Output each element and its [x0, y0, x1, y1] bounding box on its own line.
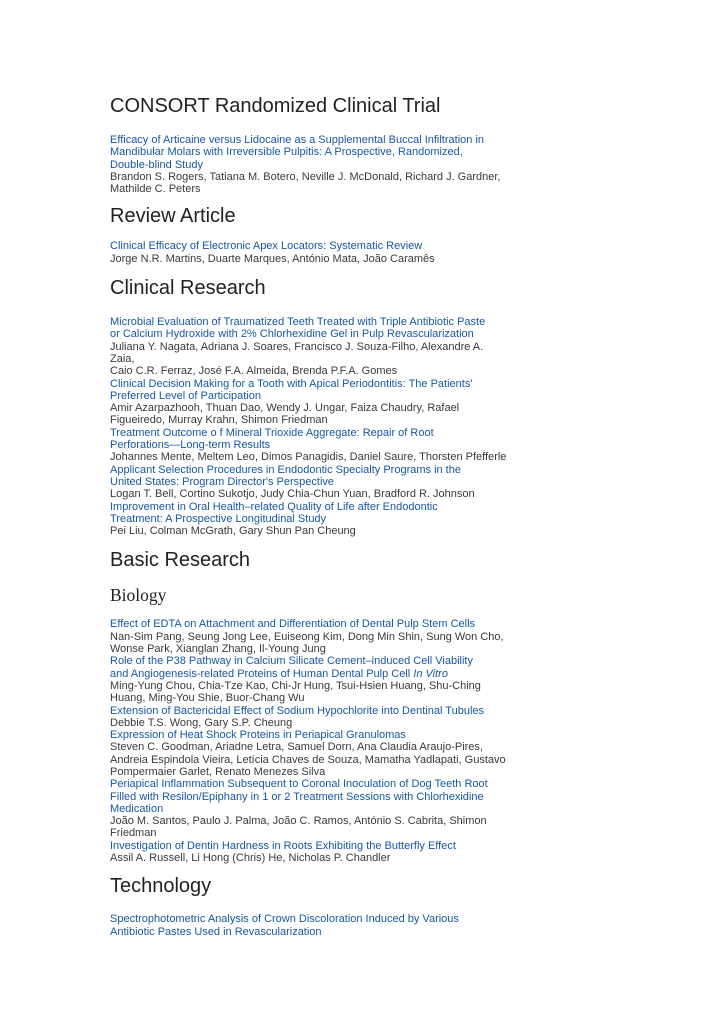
article-title-text: Treatment Outcome o f Mineral Trioxide Aggregate: Repair of Root [110, 426, 434, 439]
article-title-text: Medication [110, 802, 164, 815]
article-title-line [110, 464, 510, 476]
article-title-line [110, 328, 510, 340]
section-heading: Technology [110, 875, 212, 898]
article-authors: Brandon S. Rogers, Tatiana M. Botero, Neville J. McDonald, Richard J. Gardner, [110, 170, 501, 183]
article-title-text: Microbial Evaluation of Traumatized Teeth Treated with Triple Antibiotic Paste [110, 316, 486, 329]
article-entry [110, 778, 510, 839]
article-title-line [110, 378, 510, 390]
article-title-text: Expression of Heat Shock Proteins in Periapical Granulomas [110, 729, 406, 742]
article-entry [110, 464, 510, 501]
article-title-link[interactable] [110, 913, 510, 938]
article-title-link[interactable] [110, 316, 510, 341]
article-entry [110, 427, 510, 464]
article-authors: Pei Liu, Colman McGrath, Gary Shun Pan Cheung [110, 525, 356, 538]
subsection-biology [110, 584, 510, 864]
article-title-link[interactable] [110, 655, 510, 680]
article-title-line [110, 668, 510, 680]
article-authors: Huang, Ming-You Shie, Buor-Chang Wu [110, 692, 305, 705]
article-title-text: Clinical Decision Making for a Tooth with Apical Periodontitis: The Patients' [110, 377, 473, 390]
article-authors: Amir Azarpazhooh, Thuan Dao, Wendy J. Ungar, Faiza Chaudry, Rafael [110, 402, 460, 415]
article-title-link[interactable] [110, 240, 510, 252]
article-authors: Pompermaier Garlet, Renato Menezes Silva [110, 765, 326, 778]
article-title-text: Preferred Level of Participation [110, 389, 262, 402]
article-title-text: Investigation of Dentin Hardness in Roots Exhibiting the Butterfly Effect [110, 839, 456, 852]
article-title-text: Improvement in Oral Health–related Quality of Life after Endodontic [110, 500, 438, 513]
article-authors: Caio C.R. Ferraz, José F.A. Almeida, Brenda P.F.A. Gomes [110, 365, 398, 378]
section-clinical-research [110, 275, 510, 537]
section-heading: Review Article [110, 205, 236, 228]
article-title-line [110, 840, 510, 852]
article-title-line [110, 501, 510, 513]
article-title-text: Efficacy of Articaine versus Lidocaine as a Supplemental Buccal Infiltration in [110, 134, 484, 146]
article-entry [110, 655, 510, 704]
article-entry [110, 240, 510, 265]
article-title-text: or Calcium Hydroxide with 2% Chlorhexidine Gel in Pulp Revascularization [110, 328, 474, 341]
article-title-line [110, 655, 510, 667]
article-title-text: Antibiotic Pastes Used in Revascularization [110, 925, 322, 938]
article-title-line [110, 729, 510, 741]
article-title-link[interactable] [110, 378, 510, 403]
article-authors: Andreia Espindola Vieira, Letícia Chaves de Souza, Mamatha Yadlapati, Gustavo [110, 753, 506, 766]
article-title-text: Spectrophotometric Analysis of Crown Discoloration Induced by Various [110, 913, 459, 926]
article-authors: Nan-Sim Pang, Seung Jong Lee, Euiseong Kim, Dong Min Shin, Sung Won Cho, [110, 630, 504, 643]
article-entry [110, 618, 510, 655]
article-authors: Johannes Mente, Meltem Leo, Dimos Panagidis, Daniel Saure, Thorsten Pfefferle [110, 451, 507, 464]
article-title-line [110, 778, 510, 790]
article-title-line [110, 146, 510, 158]
article-title-italic: In Vitro [413, 667, 448, 680]
article-title-line [110, 791, 510, 803]
article-title-line [110, 618, 510, 630]
article-authors: Mathilde C. Peters [110, 183, 201, 196]
table-of-contents [110, 90, 510, 938]
article-title-line [110, 705, 510, 717]
article-title-link[interactable] [110, 501, 510, 526]
article-title-text: Periapical Inflammation Subsequent to Coronal Inoculation of Dog Teeth Root [110, 778, 488, 791]
section-heading: Clinical Research [110, 277, 266, 300]
article-title-link[interactable] [110, 840, 510, 852]
article-title-link[interactable] [110, 134, 510, 171]
article-authors: Debbie T.S. Wong, Gary S.P. Cheung [110, 716, 293, 729]
article-entry [110, 134, 510, 195]
article-title-text: Effect of EDTA on Attachment and Differentiation of Dental Pulp Stem Cells [110, 618, 476, 631]
article-title-line [110, 390, 510, 402]
article-title-link[interactable] [110, 729, 510, 741]
article-entry [110, 501, 510, 538]
article-title-line [110, 513, 510, 525]
article-title-text: Applicant Selection Procedures in Endodontic Specialty Programs in the [110, 463, 461, 476]
article-title-line [110, 476, 510, 488]
article-authors: Ming-Yung Chou, Chia-Tze Kao, Chi-Jr Hung, Tsui-Hsien Huang, Shu-Ching [110, 679, 481, 692]
article-title-line [110, 913, 510, 925]
article-authors: João M. Santos, Paulo J. Palma, João C. Ramos, António S. Cabrita, Shimon [110, 815, 487, 828]
article-title-line [110, 427, 510, 439]
article-title-line [110, 134, 510, 146]
section-review-article [110, 203, 510, 265]
article-entry [110, 913, 510, 938]
article-authors: Juliana Y. Nagata, Adriana J. Soares, Francisco J. Souza-Filho, Alexandre A. Zaia, [110, 340, 484, 365]
section-consort [110, 93, 510, 195]
article-title-text: Treatment: A Prospective Longitudinal Study [110, 512, 327, 525]
article-title-text: Clinical Efficacy of Electronic Apex Locators: Systematic Review [110, 240, 423, 253]
article-title-line [110, 803, 510, 815]
article-title-text: Role of the P38 Pathway in Calcium Silicate Cement–induced Cell Viability [110, 655, 473, 668]
article-title-line [110, 926, 510, 938]
article-entry [110, 705, 510, 730]
article-title-text: Perforations—Long-term Results [110, 439, 271, 452]
article-authors: Jorge N.R. Martins, Duarte Marques, António Mata, João Caramês [110, 252, 435, 265]
article-title-link[interactable] [110, 464, 510, 489]
article-authors: Friedman [110, 827, 157, 840]
article-entry [110, 729, 510, 778]
section-heading: CONSORT Randomized Clinical Trial [110, 95, 441, 117]
article-title-line [110, 240, 510, 252]
article-title-line [110, 159, 510, 171]
article-title-line [110, 316, 510, 328]
article-authors: Wonse Park, Xianglan Zhang, Il-Young Jung [110, 643, 326, 656]
article-authors: Figueiredo, Murray Krahn, Shimon Friedman [110, 414, 328, 427]
article-authors: Steven C. Goodman, Ariadne Letra, Samuel Dorn, Ana Claudia Araujo-Pires, [110, 741, 483, 754]
section-heading: Basic Research [110, 549, 251, 572]
article-title-text: Double-blind Study [110, 158, 203, 171]
article-title-link[interactable] [110, 427, 510, 452]
article-authors: Assil A. Russell, Li Hong (Chris) He, Nicholas P. Chandler [110, 852, 391, 865]
article-title-text: Mandibular Molars with Irreversible Pulpitis: A Prospective, Randomized, [110, 146, 463, 159]
article-title-text: and Angiogenesis-related Proteins of Human Dental Pulp Cell [110, 667, 414, 680]
article-title-line [110, 439, 510, 451]
section-technology [110, 873, 510, 938]
article-entry [110, 378, 510, 427]
subsection-heading: Biology [110, 585, 167, 606]
article-title-text: Filled with Resilon/Epiphany in 1 or 2 Treatment Sessions with Chlorhexidine [110, 790, 484, 803]
article-authors: Logan T. Bell, Cortino Sukotjo, Judy Chia-Chun Yuan, Bradford R. Johnson [110, 488, 475, 501]
article-entry [110, 840, 510, 865]
article-entry [110, 316, 510, 377]
article-title-link[interactable] [110, 778, 510, 815]
section-basic-research [110, 547, 510, 573]
article-title-link[interactable] [110, 618, 510, 630]
article-title-link[interactable] [110, 705, 510, 717]
article-title-text: Extension of Bactericidal Effect of Sodium Hypochlorite into Dentinal Tubules [110, 704, 484, 717]
article-title-text: United States: Program Director's Perspective [110, 475, 335, 488]
